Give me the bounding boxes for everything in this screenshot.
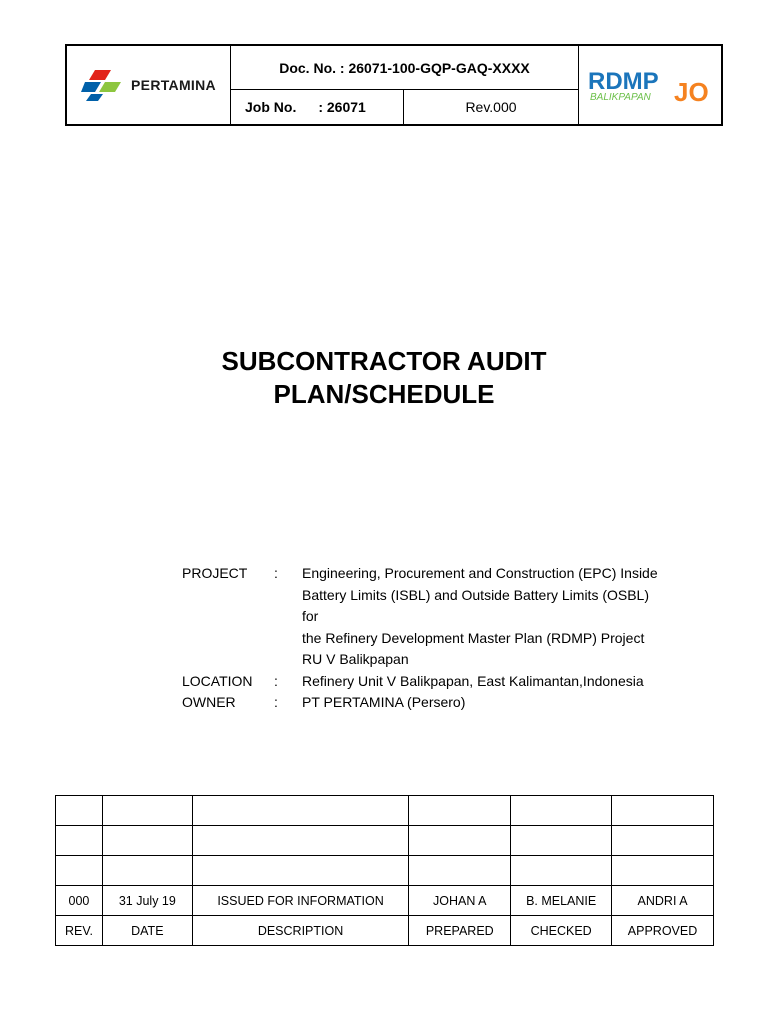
checked-header: CHECKED [511, 916, 612, 946]
owner-colon: : [274, 694, 278, 710]
table-cell [511, 856, 612, 886]
prepared-value: JOHAN A [409, 886, 511, 916]
project-row [182, 563, 662, 671]
table-cell [56, 826, 103, 856]
pertamina-emblem-icon [81, 68, 125, 102]
approved-header: APPROVED [612, 916, 714, 946]
table-cell [409, 796, 511, 826]
project-line-3: the Refinery Development Master Plan (RDMP) Project [302, 629, 645, 646]
table-row [56, 796, 714, 826]
table-cell [102, 856, 192, 886]
description-header: DESCRIPTION [192, 916, 409, 946]
prepared-header: PREPARED [409, 916, 511, 946]
table-cell [102, 796, 192, 826]
revision-number: Rev.000 [465, 99, 517, 115]
table-cell [612, 856, 714, 886]
title-line-1: SUBCONTRACTOR AUDIT [221, 346, 547, 376]
rdmp-jo-logo [579, 46, 721, 124]
rdmp-logo-icon [586, 65, 714, 105]
revision-table [55, 795, 714, 946]
table-cell [192, 796, 409, 826]
table-cell [511, 796, 612, 826]
table-cell [192, 826, 409, 856]
rdmp-logo-sub: BALIKPAPAN [590, 92, 651, 103]
date-header: DATE [102, 916, 192, 946]
project-line-2: Battery Limits (ISBL) and Outside Battery Limits (OSBL) for [302, 586, 650, 624]
project-colon: : [274, 565, 278, 581]
location-colon: : [274, 672, 278, 689]
description-value: ISSUED FOR INFORMATION [192, 886, 409, 916]
doc-number: Doc. No. : 26071-100-GQP-GAQ-XXXX [231, 46, 578, 90]
table-cell [409, 856, 511, 886]
table-cell [102, 826, 192, 856]
project-line-4: RU V Balikpapan [302, 651, 409, 667]
table-cell [56, 856, 103, 886]
rev-header: REV. [56, 916, 103, 946]
job-number [231, 90, 404, 124]
table-header-row [56, 916, 714, 946]
document-header [65, 44, 723, 126]
project-label: PROJECT [182, 565, 248, 581]
table-row [56, 826, 714, 856]
table-cell [56, 796, 103, 826]
document-title [0, 345, 768, 411]
checked-value: B. MELANIE [511, 886, 612, 916]
title-line-2: PLAN/SCHEDULE [273, 379, 495, 409]
owner-value: PT PERTAMINA (Persero) [302, 694, 466, 710]
pertamina-logo [67, 46, 231, 124]
job-label: Job No. [245, 99, 297, 115]
table-cell [511, 826, 612, 856]
table-cell [612, 796, 714, 826]
approved-value: ANDRI A [612, 886, 714, 916]
location-label: LOCATION [182, 672, 253, 689]
header-doc-info [231, 46, 579, 124]
table-row [56, 886, 714, 916]
date-value: 31 July 19 [102, 886, 192, 916]
rdmp-logo-main: RDMP [588, 68, 659, 95]
table-row [56, 856, 714, 886]
rev-value: 000 [56, 886, 103, 916]
owner-row [182, 692, 662, 714]
project-line-1: Engineering, Procurement and Construction (EPC) Inside [302, 565, 658, 581]
rdmp-logo-suffix: JO [674, 77, 709, 105]
project-value [302, 563, 662, 671]
location-value: Refinery Unit V Balikpapan, East Kalimantan,Indonesia [302, 672, 644, 689]
table-cell [612, 826, 714, 856]
company-name: PERTAMINA [131, 77, 216, 93]
owner-label: OWNER [182, 694, 236, 710]
table-cell [192, 856, 409, 886]
project-info [182, 563, 662, 714]
table-cell [409, 826, 511, 856]
location-row [182, 671, 662, 693]
job-value: : 26071 [318, 99, 366, 115]
